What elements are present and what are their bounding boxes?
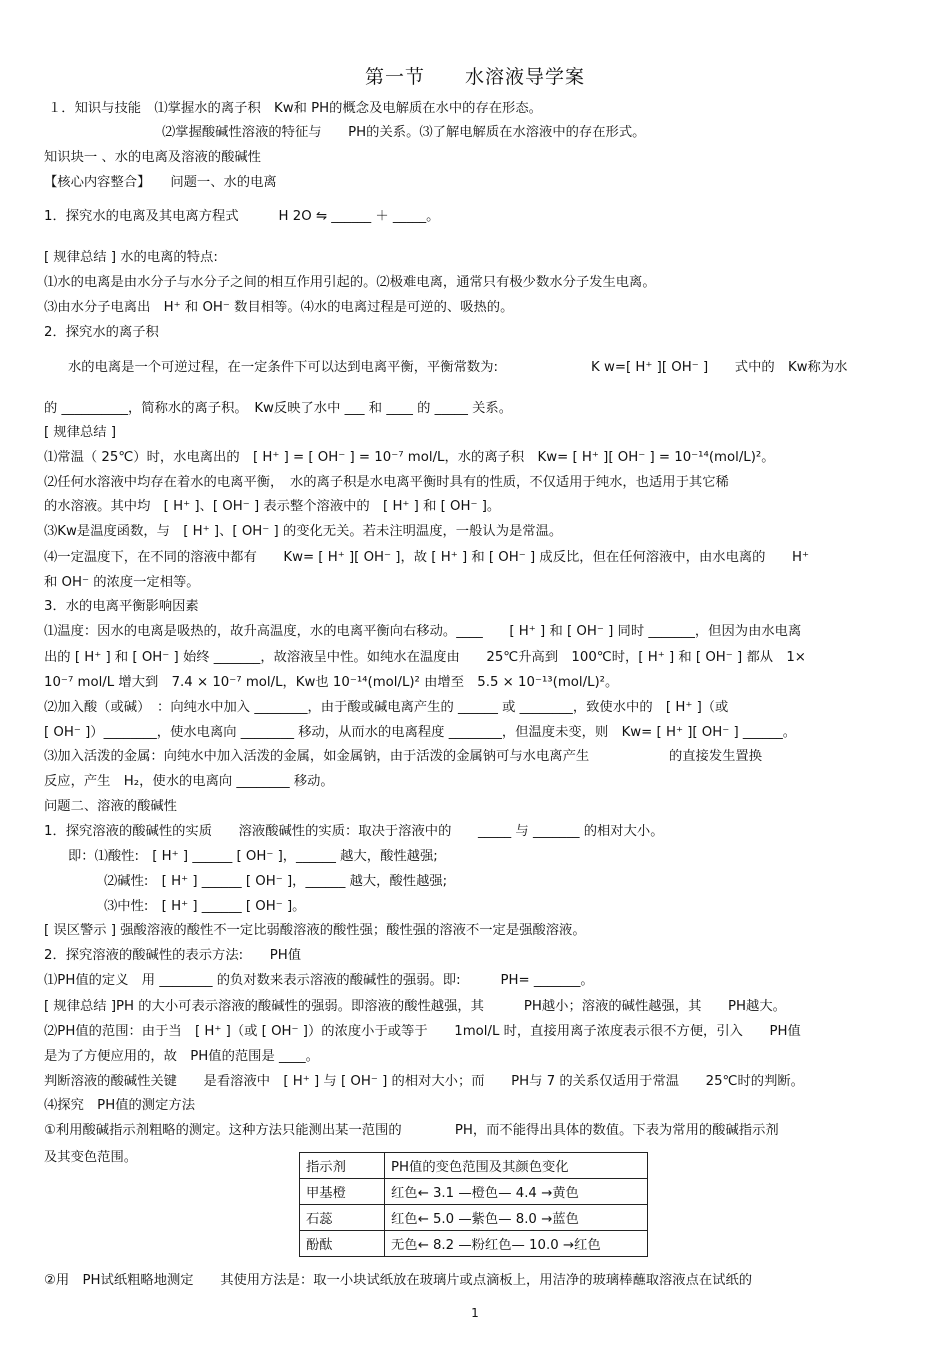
text-line: [ 规律总结 ]: [44, 425, 117, 440]
text-line: 水的电离是一个可逆过程，在一定条件下可以达到电离平衡，平衡常数为: K w=[ H⁺ ][ OH⁻ ] 式中的 Kw称为水: [68, 360, 848, 375]
text-line: ⑷一定温度下，在不同的溶液中都有 Kw= [ H⁺ ][ OH⁻ ]，故 [ H⁺ ] 和 [ OH⁻ ] 成反比，但在任何溶液中，由水电离的 H⁺: [44, 550, 810, 565]
text-line: 问题二、溶液的酸碱性: [44, 799, 177, 814]
text-line: 2．探究溶液的酸碱性的表示方法: PH值: [44, 948, 302, 963]
text-line: ⑷探究 PH值的测定方法: [44, 1098, 195, 1113]
page-number: 1: [471, 1306, 479, 1320]
indicator-table: [299, 1152, 648, 1257]
text-line: 知识块一 、水的电离及溶液的酸碱性: [44, 150, 261, 165]
table-cell: 石蕊: [300, 1205, 385, 1231]
table-header-cell: 指示剂: [300, 1153, 385, 1179]
text-line: 10⁻⁷ mol/L 增大到 7.4 × 10⁻⁷ mol/L，Kw也 10⁻¹⁴(mol/L)² 由增至 5.5 × 10⁻¹³(mol/L)²。: [44, 675, 619, 690]
table-row: [300, 1179, 648, 1205]
table-header-row: [300, 1153, 648, 1179]
text-line: ⑶Kw是温度函数，与 [ H⁺ ]、[ OH⁻ ] 的变化无关。若未注明温度，一般认为是常温。: [44, 524, 563, 539]
table-header-cell: PH值的变色范围及其颜色变化: [385, 1153, 648, 1179]
text-line: ⑴PH值的定义 用 ________ 的负对数来表示溶液的酸碱性的强弱。即: PH= _______。: [44, 973, 594, 988]
text-line: 出的 [ H⁺ ] 和 [ OH⁻ ] 始终 _______，故溶液呈中性。如纯水在温度由 25℃升高到 100℃时，[ H⁺ ] 和 [ OH⁻ ] 都从 1×: [44, 650, 806, 665]
text-line: 及其变色范围。: [44, 1150, 138, 1165]
text-line: ⑶加入活泼的金属：向纯水中加入活泼的金属，如金属钠，由于活泼的金属钠可与水电离产生 的直接发生置换: [44, 749, 763, 764]
text-line: ②用 PH试纸粗略地测定 其使用方法是：取一小块试纸放在玻璃片或点滴板上，用洁净的玻璃棒蘸取溶液点在试纸的: [44, 1273, 753, 1288]
text-line: ⑴温度：因水的电离是吸热的，故升高温度，水的电离平衡向右移动。____ [ H⁺ ] 和 [ OH⁻ ] 同时 _______，但因为由水电离: [44, 624, 802, 639]
text-line: [ 规律总结 ] 水的电离的特点:: [44, 250, 218, 265]
text-line: 反应，产生 H₂，使水的电离向 ________ 移动。: [44, 774, 334, 789]
text-line: 的 __________，简称水的离子积。 Kw反映了水中 ___ 和 ____ 的 _____ 关系。: [44, 401, 513, 416]
table-cell: 酚酞: [300, 1231, 385, 1257]
text-line: 即：⑴酸性: [ H⁺ ] ______ [ OH⁻ ]，______ 越大，酸性越强;: [68, 849, 438, 864]
text-line: ⑵碱性: [ H⁺ ] ______ [ OH⁻ ]，______ 越大，酸性越强;: [104, 874, 448, 889]
text-line: [ 规律总结 ]PH 的大小可表示溶液的酸碱性的强弱。即溶液的酸性越强，其 PH越小；溶液的碱性越强，其 PH越大。: [44, 999, 786, 1014]
text-line: 1．探究水的电离及其电离方程式 H 2O ⇋ ______ ＋ _____。: [44, 209, 440, 224]
table-row: [300, 1231, 648, 1257]
table-cell: 红色← 3.1 —橙色— 4.4 →黄色: [385, 1179, 648, 1205]
text-line: 是为了方便应用的，故 PH值的范围是 ____。: [44, 1049, 319, 1064]
text-line: １．知识与技能 ⑴掌握水的离子积 Kw和 PH的概念及电解质在水中的存在形态。: [48, 101, 542, 116]
text-line: ⑵任何水溶液中均存在着水的电离平衡， 水的离子积是水电离平衡时具有的性质，不仅适用于纯水，也适用于其它稀: [44, 475, 729, 490]
text-line: 3．水的电离平衡影响因素: [44, 599, 199, 614]
table-cell: 甲基橙: [300, 1179, 385, 1205]
table-cell: 无色← 8.2 —粉红色— 10.0 →红色: [385, 1231, 648, 1257]
text-line: 2．探究水的离子积: [44, 325, 159, 340]
text-line: ⑶由水分子电离出 H⁺ 和 OH⁻ 数目相等。⑷水的电离过程是可逆的、吸热的。: [44, 300, 514, 315]
text-line: ⑵掌握酸碱性溶液的特征与 PH的关系。⑶了解电解质在水溶液中的存在形式。: [162, 125, 646, 140]
text-line: 和 OH⁻ 的浓度一定相等。: [44, 575, 200, 590]
text-line: ⑴常温（ 25℃）时，水电离出的 [ H⁺ ] = [ OH⁻ ] = 10⁻⁷ mol/L，水的离子积 Kw= [ H⁺ ][ OH⁻ ] = 10⁻¹⁴(mol/L)²。: [44, 450, 775, 465]
text-line: ⑵PH值的范围：由于当 [ H⁺ ]（或 [ OH⁻ ]）的浓度小于或等于 1mol/L 时，直接用离子浓度表示很不方便，引入 PH值: [44, 1024, 801, 1039]
page-title: 第一节 水溶液导学案: [364, 66, 585, 88]
text-line: [ OH⁻ ]）________，使水电离向 ________ 移动，从而水的电离程度 ________，但温度未变，则 Kw= [ H⁺ ][ OH⁻ ] ______。: [44, 725, 797, 740]
text-line: 1．探究溶液的酸碱性的实质 溶液酸碱性的实质：取决于溶液中的 _____ 与 _______ 的相对大小。: [44, 824, 664, 839]
text-line: 【核心内容整合】 问题一、水的电离: [44, 175, 277, 190]
table-cell: 红色← 5.0 —紫色— 8.0 →蓝色: [385, 1205, 648, 1231]
text-line: 的水溶液。其中均 [ H⁺ ]、[ OH⁻ ] 表示整个溶液中的 [ H⁺ ] 和 [ OH⁻ ]。: [44, 499, 501, 514]
table-row: [300, 1205, 648, 1231]
text-line: ⑵加入酸（或碱） ：向纯水中加入 ________，由于酸或碱电离产生的 ______ 或 ________，致使水中的 [ H⁺ ]（或: [44, 700, 729, 715]
text-line: ⑴水的电离是由水分子与水分子之间的相互作用引起的。⑵极难电离，通常只有极少数水分子发生电离。: [44, 275, 656, 290]
text-line: ⑶中性: [ H⁺ ] ______ [ OH⁻ ]。: [104, 899, 306, 914]
text-line: ①利用酸碱指示剂粗略的测定。这种方法只能测出某一范围的 PH，而不能得出具体的数值。下表为常用的酸碱指示剂: [44, 1123, 779, 1138]
text-line: 判断溶液的酸碱性关键 是看溶液中 [ H⁺ ] 与 [ OH⁻ ] 的相对大小；而 PH与 7 的关系仅适用于常温 25℃时的判断。: [44, 1074, 804, 1089]
text-line: [ 误区警示 ] 强酸溶液的酸性不一定比弱酸溶液的酸性强；酸性强的溶液不一定是强酸溶液。: [44, 923, 586, 938]
